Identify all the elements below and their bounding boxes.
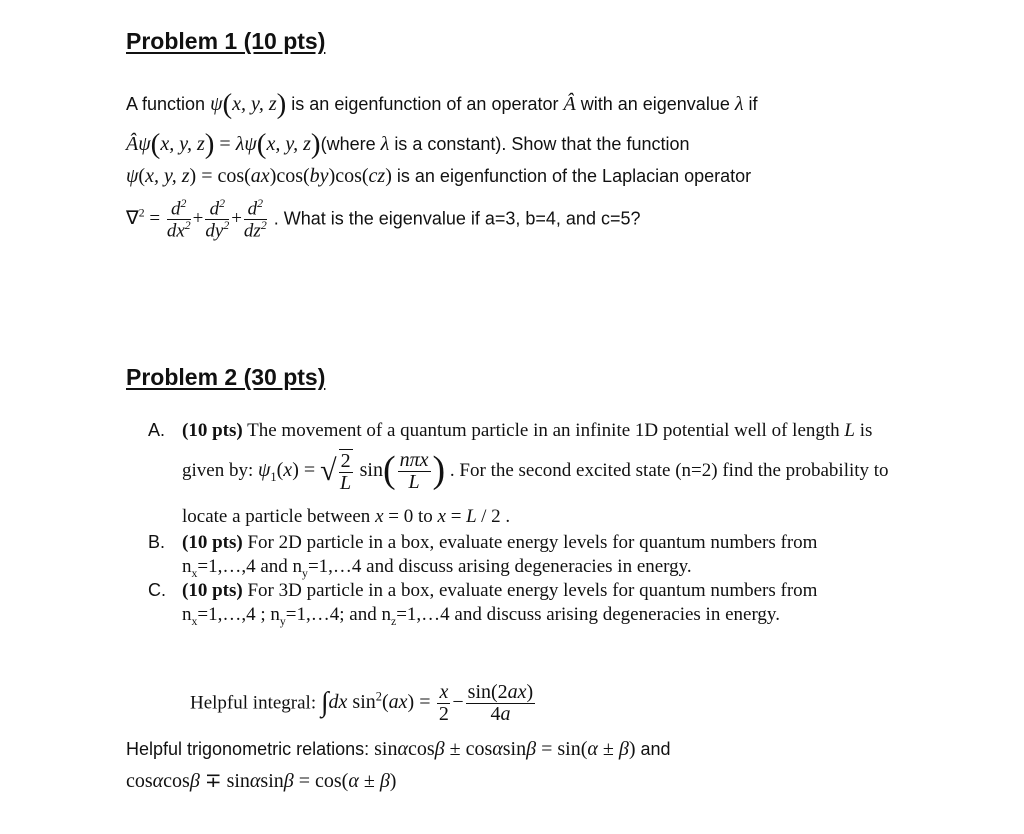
item-a-label: A. bbox=[148, 420, 166, 440]
problem1-line3-b: is an eigenfunction of the Laplacian operator bbox=[396, 166, 752, 186]
helpful-integral-label: Helpful integral: bbox=[190, 692, 317, 714]
trig-identity-sin: sinαcosβ ± cosαsinβ = sin(α ± β) bbox=[374, 738, 636, 760]
operator-a-hat: Â bbox=[563, 93, 576, 115]
item-a-pts: (10 pts) bbox=[182, 420, 243, 441]
item-a-text1-end: is bbox=[859, 420, 873, 441]
item-b-text2: =1,…,4 and n bbox=[197, 556, 303, 577]
problem1-line1-c: with an eigenvalue bbox=[580, 94, 730, 114]
helpful-trig-label: Helpful trigonometric relations: bbox=[126, 739, 370, 759]
problem1-line1-d: if bbox=[748, 94, 758, 114]
item-c-pts: (10 pts) bbox=[182, 580, 243, 601]
item-c-line1 bbox=[148, 580, 817, 602]
problem1-line1 bbox=[126, 88, 758, 121]
item-a-line2 bbox=[182, 448, 889, 494]
problem1-line2-b: (where bbox=[320, 134, 376, 154]
item-c-text2-b: =1,…4; and n bbox=[285, 604, 391, 625]
item-c-text1: For 3D particle in a box, evaluate energy levels for quantum numbers from bbox=[247, 580, 818, 601]
item-c-label: C. bbox=[148, 580, 166, 600]
problem1-line1-a: A function bbox=[126, 94, 206, 114]
eigen-equation: Âψ(x, y, z) = λψ(x, y, z) bbox=[126, 128, 321, 160]
item-c-text2-a: =1,…,4 ; n bbox=[197, 604, 280, 625]
psi-cos-expression: ψ(x, y, z) = cos(ax)cos(by)cos(cz) bbox=[126, 165, 392, 187]
laplacian-expression: ∇$^2$ = $\frac{d^2}{dx^2}$ + $\frac{d^2}{dy^2}$ + $\frac{d^2}{dz^2}$ bbox=[126, 197, 267, 242]
problem1-line1-b: is an eigenfunction of an operator bbox=[291, 94, 559, 114]
item-b-line2: $n_x=1,\dots,4$ and $n_y=1,\dots 4$ and discuss arising degeneracies in energy. bbox=[182, 556, 692, 580]
lambda-symbol: λ bbox=[734, 93, 744, 115]
psi-xyz-expression: ψ(x, y, z) bbox=[210, 88, 287, 120]
item-b-label: B. bbox=[148, 532, 166, 552]
x-equals-l-half: x = L / 2 . bbox=[437, 506, 511, 527]
problem1-line2-c: is a constant). Show that the function bbox=[394, 134, 690, 154]
problem1-line3 bbox=[126, 165, 751, 188]
problem1-heading: Problem 1 (10 pts) bbox=[126, 28, 326, 54]
item-a-line3 bbox=[182, 506, 510, 528]
helpful-integral-line bbox=[190, 682, 537, 725]
item-c-text2-c: =1,…4 and discuss arising degeneracies in energy. bbox=[396, 604, 780, 625]
item-a-text3-b: to bbox=[417, 506, 433, 527]
psi1-wavefunction: $\psi_1(x)$ = √ $\frac{2}{L}$ sin( $\frac{\text{nπx}}{L}$ ) bbox=[258, 448, 446, 494]
item-b-text2-end: =1,…4 and discuss arising degeneracies in energy. bbox=[307, 556, 692, 577]
problem1-line4 bbox=[126, 198, 640, 242]
lambda-symbol-2: λ bbox=[380, 133, 390, 155]
item-b-pts: (10 pts) bbox=[182, 532, 243, 553]
item-a-text1: The movement of a quantum particle in an infinite 1D potential well of length bbox=[247, 420, 840, 441]
integral-expression: ∫dx $\sin^2(ax)$ = $\frac{x}{2}$ − $\frac{\sin(2ax)}{4a}$ bbox=[320, 681, 534, 725]
item-a-text3-a: locate a particle between bbox=[182, 506, 371, 527]
item-a-text2-b: . For the second excited state (n=2) find the probability to bbox=[449, 459, 889, 481]
item-b-text1: For 2D particle in a box, evaluate energy levels for quantum numbers from bbox=[247, 532, 818, 553]
helpful-trig-line1 bbox=[126, 738, 671, 761]
problem1-line4-b: . What is the eigenvalue if a=3, b=4, and c=5? bbox=[273, 208, 641, 229]
helpful-trig-line2 bbox=[126, 768, 396, 793]
helpful-trig-and: and bbox=[640, 739, 671, 759]
item-b-line1 bbox=[148, 532, 817, 554]
problem1-line2 bbox=[126, 128, 689, 161]
item-a-line1 bbox=[148, 420, 872, 442]
item-c-line2: $n_x=1,\dots,4$ ; $n_y=1,\dots 4$; and $n_z=1,\dots 4$ and discuss arising degeneracies in energy. bbox=[182, 604, 780, 628]
trig-identity-cos: cosαcosβ ∓ sinαsinβ = cos(α ± β) bbox=[126, 770, 397, 792]
item-a-var-l: L bbox=[844, 420, 855, 441]
x-equals-zero: x = 0 bbox=[375, 506, 414, 527]
problem2-heading: Problem 2 (30 pts) bbox=[126, 364, 326, 390]
item-a-text2-a: given by: bbox=[182, 459, 254, 481]
